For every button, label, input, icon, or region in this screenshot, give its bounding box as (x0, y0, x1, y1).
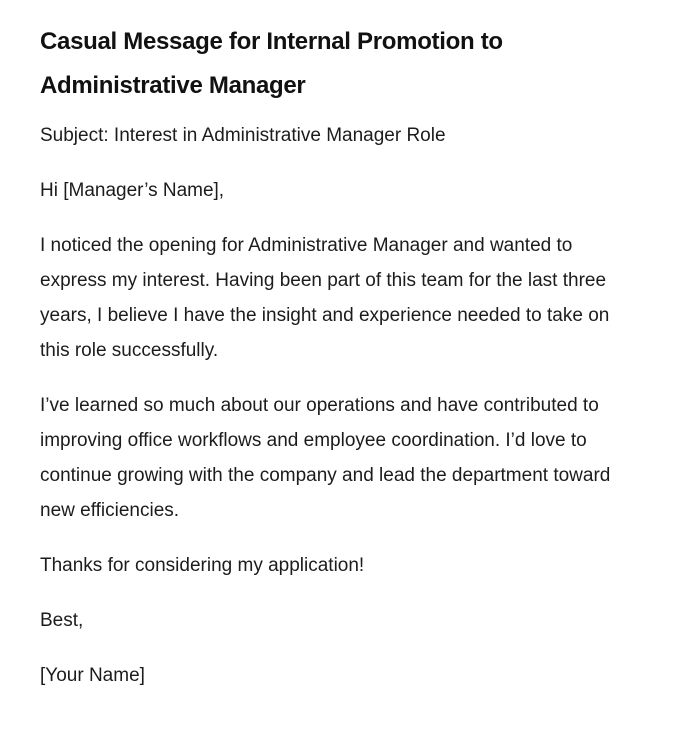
page-title: Casual Message for Internal Promotion to Administrative Manager (40, 28, 503, 99)
greeting: Hi [Manager’s Name], (40, 180, 225, 201)
body-paragraph-2: I’ve learned so much about our operations and have contributed to improving office workflows and employee coordination. I’d love to continue growing with the company and lead the department toward new efficiencies. (40, 395, 611, 521)
body-paragraph-1: I noticed the opening for Administrative Manager and wanted to express my interest. Having been part of this team for the last three years, I believe I have the insight and experience needed to take on this role successfully. (40, 235, 610, 361)
document (40, 20, 640, 713)
closing-line: Thanks for considering my application! (40, 555, 365, 576)
sign-off: Best, (40, 610, 84, 631)
subject-line: Subject: Interest in Administrative Manager Role (40, 125, 446, 146)
signature: [Your Name] (40, 665, 145, 686)
